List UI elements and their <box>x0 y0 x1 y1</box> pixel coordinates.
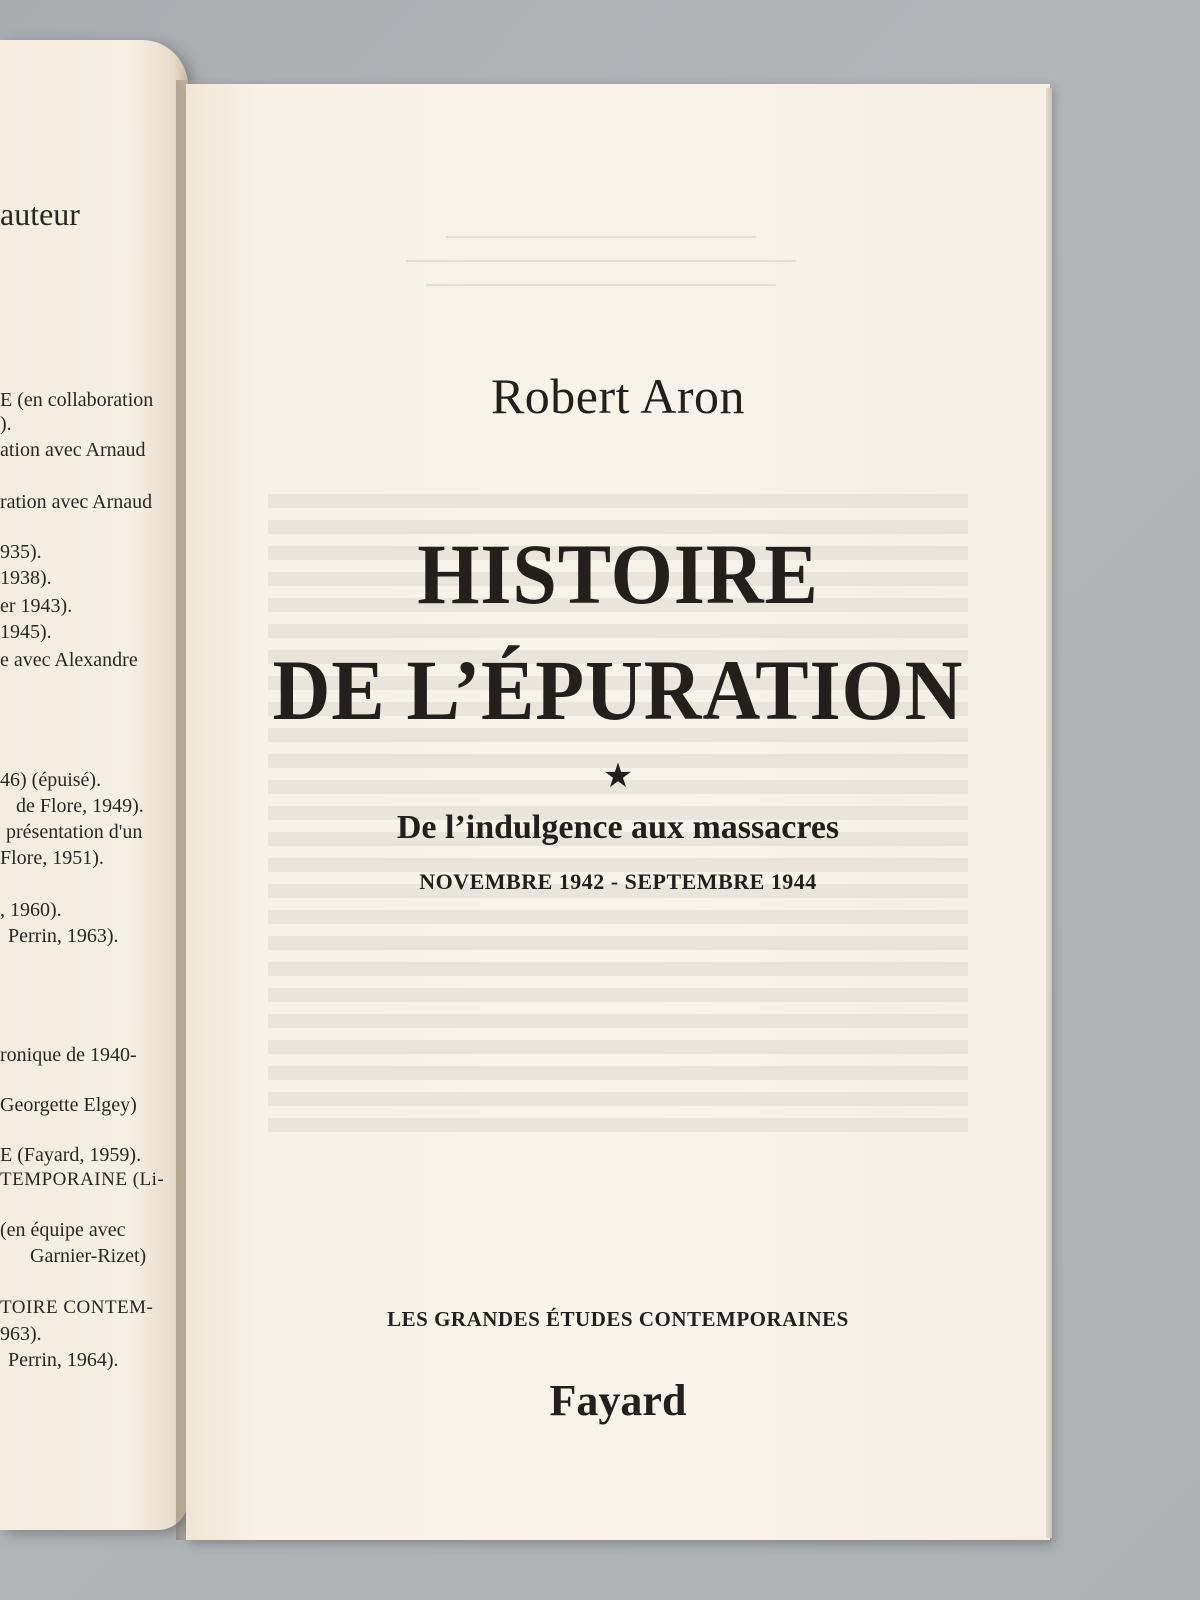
left-page-line: E (en collaboration <box>0 389 154 411</box>
left-page-line: , 1960). <box>0 899 62 921</box>
left-page-line: e avec Alexandre <box>0 649 138 671</box>
left-page-line: er 1943). <box>0 595 73 617</box>
left-page <box>0 40 188 1530</box>
date-range: NOVEMBRE 1942 - SEPTEMBRE 1944 <box>419 869 817 894</box>
left-page-line: de Flore, 1949). <box>16 795 144 817</box>
left-page-line: (en équipe avec <box>0 1219 126 1241</box>
left-page-line: ). <box>0 413 12 435</box>
left-page-line: TOIRE CONTEM- <box>0 1297 154 1318</box>
left-page-line: Flore, 1951). <box>0 847 104 869</box>
title-page <box>186 84 1050 1540</box>
left-page-line: ration avec Arnaud <box>0 491 153 513</box>
left-page-line: 46) (épuisé). <box>0 769 102 791</box>
left-page-line: ation avec Arnaud <box>0 439 146 461</box>
left-page-line: 1945). <box>0 621 52 643</box>
left-page-line: TEMPORAINE (Li- <box>0 1169 165 1190</box>
author-name: Robert Aron <box>490 368 746 424</box>
left-page-heading: auteur <box>0 196 80 232</box>
left-page-line: Georgette Elgey) <box>0 1094 137 1116</box>
left-page-line: Perrin, 1964). <box>8 1349 119 1371</box>
left-page-line: Garnier-Rizet) <box>30 1245 147 1267</box>
volume-star-icon: ★ <box>602 758 634 795</box>
left-page-line: 963). <box>0 1323 42 1345</box>
book-subtitle: De l’indulgence aux massacres <box>396 809 840 846</box>
left-page-line: Perrin, 1963). <box>8 925 119 947</box>
book-title-line-1: HISTOIRE <box>417 526 819 622</box>
left-page-line: ronique de 1940- <box>0 1044 137 1066</box>
series-name: LES GRANDES ÉTUDES CONTEMPORAINES <box>387 1307 849 1331</box>
left-page-line: 1938). <box>0 567 52 589</box>
publisher-name: Fayard <box>549 1376 687 1425</box>
left-page-line: présentation d'un <box>6 821 143 843</box>
left-page-line: 935). <box>0 541 42 563</box>
book-title-line-2: DE L’ÉPURATION <box>272 642 964 738</box>
bleed-through-block <box>406 214 796 294</box>
page-edge <box>1046 88 1052 1538</box>
left-page-line: E (Fayard, 1959). <box>0 1144 142 1166</box>
